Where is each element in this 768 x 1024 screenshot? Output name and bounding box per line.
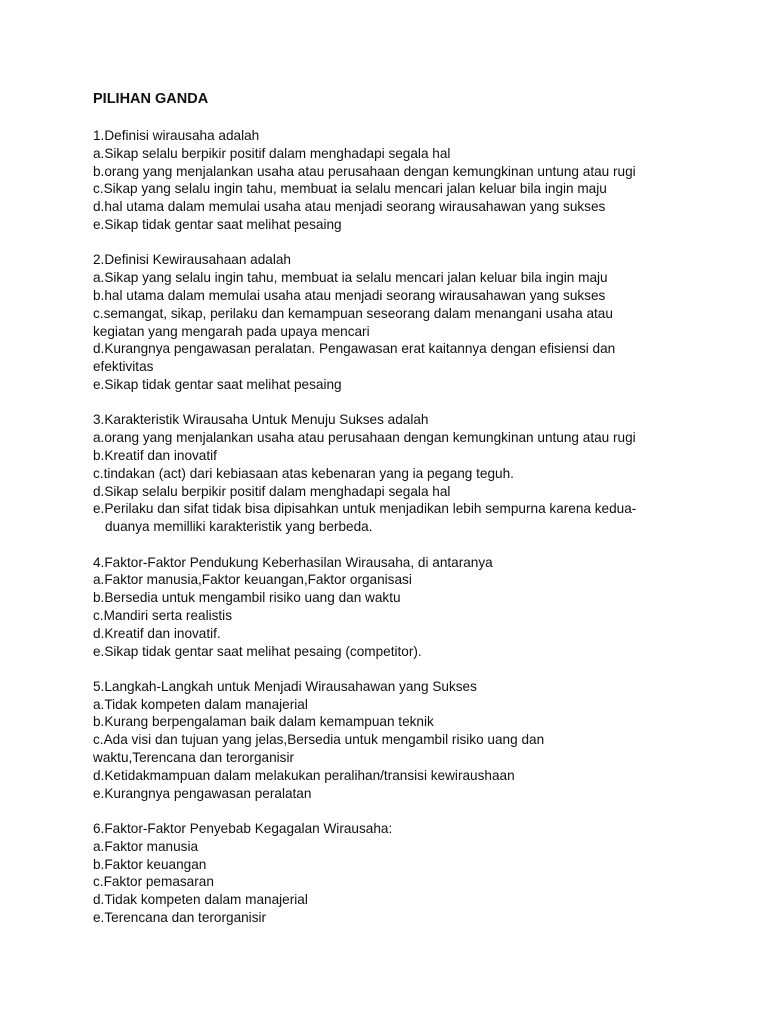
answer-option-continuation: efektivitas: [93, 359, 154, 375]
answer-option: c.Sikap yang selalu ingin tahu, membuat ia selalu mencari jalan keluar bila ingin maju: [93, 181, 607, 197]
answer-option: b.Bersedia untuk mengambil risiko uang dan waktu: [93, 590, 401, 606]
question-stem: 6.Faktor-Faktor Penyebab Kegagalan Wirausaha:: [93, 821, 393, 837]
question-5: [93, 678, 693, 803]
answer-option: a.Sikap selalu berpikir positif dalam menghadapi segala hal: [93, 145, 451, 161]
question-3: [93, 411, 693, 536]
answer-option: d.hal utama dalam memulai usaha atau menjadi seorang wirausahawan yang sukses: [93, 199, 606, 215]
answer-option: b.orang yang menjalankan usaha atau perusahaan dengan kemungkinan untung atau rugi: [93, 163, 636, 179]
answer-option: b.hal utama dalam memulai usaha atau menjadi seorang wirausahawan yang sukses: [93, 287, 606, 303]
answer-option: a.Faktor manusia,Faktor keuangan,Faktor organisasi: [93, 572, 412, 588]
answer-option: d.Ketidakmampuan dalam melakukan peralihan/transisi kewiraushaan: [93, 767, 515, 783]
answer-option: a.Tidak kompeten dalam manajerial: [93, 696, 308, 712]
question-stem: 4.Faktor-Faktor Pendukung Keberhasilan Wirausaha, di antaranya: [93, 554, 493, 570]
question-stem: 3.Karakteristik Wirausaha Untuk Menuju Sukses adalah: [93, 412, 429, 428]
answer-option: b.Kreatif dan inovatif: [93, 447, 217, 463]
answer-option: e.Terencana dan terorganisir: [93, 910, 267, 926]
answer-option: e.Perilaku dan sifat tidak bisa dipisahkan untuk menjadikan lebih sempurna karena kedua-: [93, 501, 637, 517]
answer-option: d.Sikap selalu berpikir positif dalam menghadapi segala hal: [93, 483, 451, 499]
answer-option: e.Kurangnya pengawasan peralatan: [93, 785, 312, 801]
answer-option-continuation: duanya memilliki karakteristik yang berbeda.: [105, 519, 373, 535]
question-2: [93, 251, 693, 393]
question-list: [93, 127, 693, 944]
answer-option: c.tindakan (act) dari kebiasaan atas kebenaran yang ia pegang teguh.: [93, 465, 514, 481]
answer-option: c.Ada visi dan tujuan yang jelas,Bersedia untuk mengambil risiko uang dan: [93, 732, 545, 748]
question-1: [93, 127, 693, 234]
answer-option: c.Faktor pemasaran: [93, 874, 214, 890]
answer-option: e.Sikap tidak gentar saat melihat pesaing: [93, 376, 342, 392]
answer-option: b.Faktor keuangan: [93, 856, 207, 872]
page-title: PILIHAN GANDA: [93, 91, 209, 107]
answer-option-continuation: kegiatan yang mengarah pada upaya mencari: [93, 323, 370, 339]
answer-option: a.Sikap yang selalu ingin tahu, membuat ia selalu mencari jalan keluar bila ingin maju: [93, 270, 608, 286]
answer-option: d.Kreatif dan inovatif.: [93, 625, 221, 641]
question-6: [93, 820, 693, 927]
answer-option: a.Faktor manusia: [93, 838, 199, 854]
answer-option: a.orang yang menjalankan usaha atau perusahaan dengan kemungkinan untung atau rugi: [93, 430, 636, 446]
question-stem: 1.Definisi wirausaha adalah: [93, 128, 260, 143]
question-stem: 2.Definisi Kewirausahaan adalah: [93, 252, 291, 268]
question-4: [93, 554, 693, 661]
answer-option: b.Kurang berpengalaman baik dalam kemampuan teknik: [93, 714, 434, 730]
answer-option: c.Mandiri serta realistis: [93, 607, 232, 623]
answer-option: d.Tidak kompeten dalam manajerial: [93, 892, 308, 908]
answer-option-continuation: waktu,Terencana dan terorganisir: [93, 750, 294, 766]
answer-option: c.semangat, sikap, perilaku dan kemampuan seseorang dalam menangani usaha atau: [93, 305, 613, 321]
answer-option: e.Sikap tidak gentar saat melihat pesaing: [93, 216, 342, 232]
question-stem: 5.Langkah-Langkah untuk Menjadi Wirausahawan yang Sukses: [93, 678, 477, 694]
answer-option: d.Kurangnya pengawasan peralatan. Pengawasan erat kaitannya dengan efisiensi dan: [93, 341, 616, 357]
answer-option: e.Sikap tidak gentar saat melihat pesaing (competitor).: [93, 643, 422, 659]
